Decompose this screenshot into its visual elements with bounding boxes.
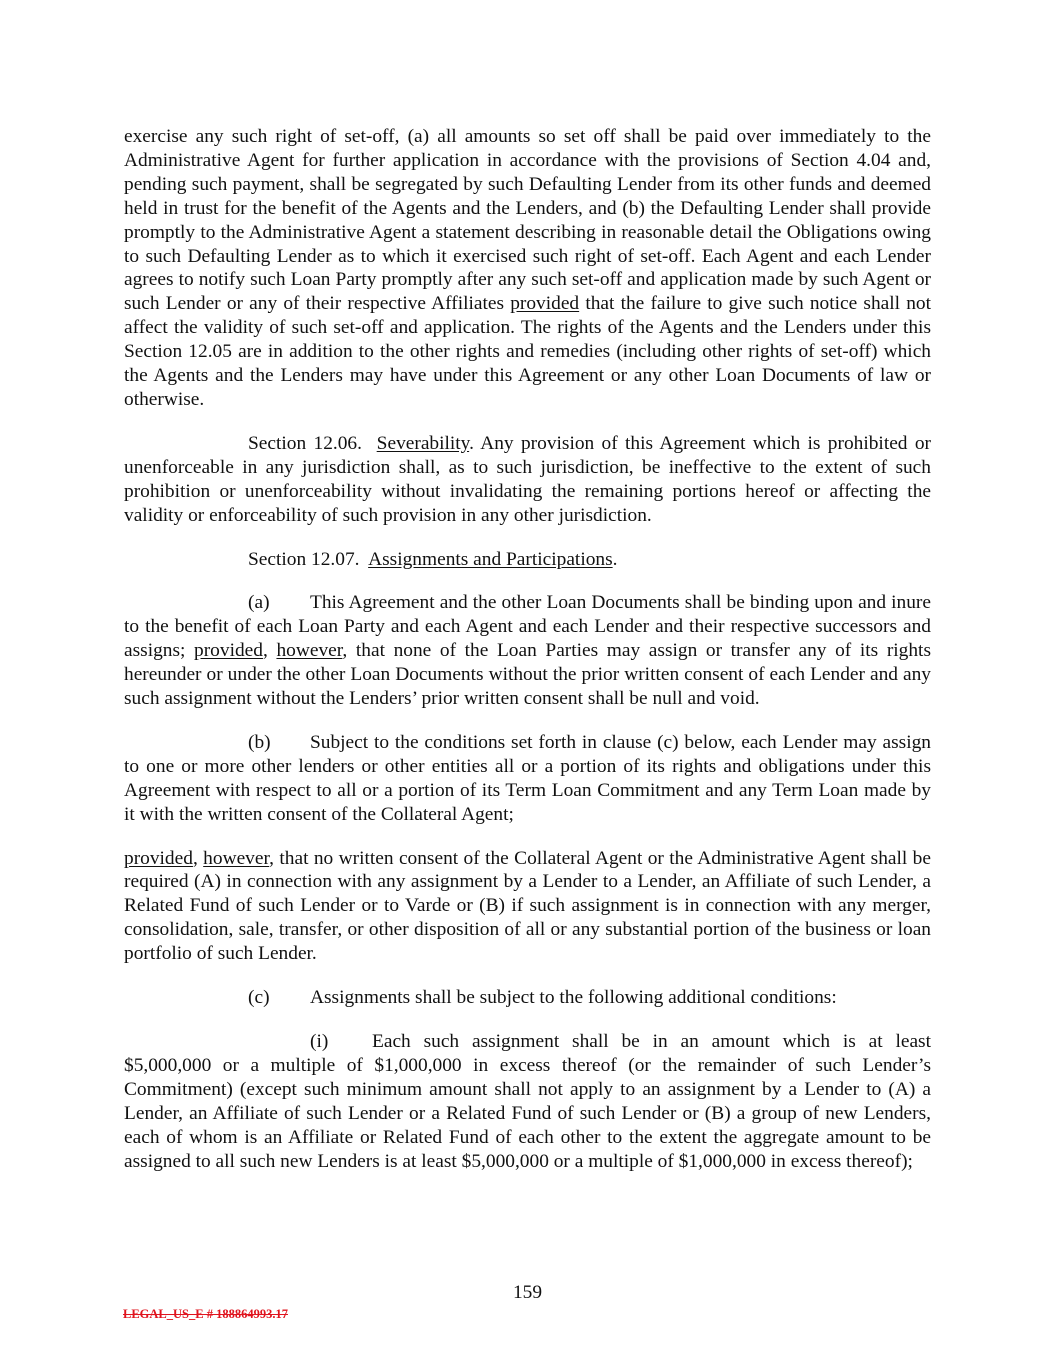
punct: , xyxy=(262,640,277,662)
section-title: Severability xyxy=(376,432,470,454)
section-12-07-heading xyxy=(124,548,931,572)
text: This Agreement and the other Loan Documents shall be binding upon and inure to the benefit of each Loan Party and each Agent and each Lender and their respective successors and assigns; xyxy=(124,592,931,662)
document-id: LEGAL_US_E # 188864993.17 xyxy=(123,1307,288,1321)
text: Assignments shall be subject to the following additional conditions: xyxy=(310,987,837,1009)
clause-c xyxy=(124,986,931,1010)
section-number: Section 12.06. xyxy=(248,432,362,454)
punct: . xyxy=(612,548,618,570)
clause-label: (i) xyxy=(310,1031,329,1052)
proviso-paragraph xyxy=(124,847,931,967)
clause-label: (c) xyxy=(248,987,270,1009)
provided-term: provided xyxy=(124,847,193,869)
page-number: 159 xyxy=(512,1282,543,1303)
clause-b xyxy=(124,731,931,827)
clause-label: (a) xyxy=(248,592,270,614)
section-body: Any provision of this Agreement which is prohibited or unenforceable in any jurisdiction shall, as to such jurisdiction, be ineffective to the extent of such prohibition or unenforceability without invalidating the remaining portions hereof or affecting the validity or enforceability of such provision in any other jurisdiction. xyxy=(124,432,931,526)
text: , that none of the Loan Parties may assign or transfer any of its rights hereunder or under the other Loan Documents without the prior written consent of each Lender and any such assignment without the Lenders’ prior written consent shall be null and void. xyxy=(124,640,931,710)
text: , that no written consent of the Collateral Agent or the Administrative Agent shall be required (A) in connection with any assignment by a Lender to a Lender, an Affiliate of such Lender, a Related Fund of such Lender or to Varde or (B) if such assignment is in connection with any merger, consolidation, sale, transfer, or other disposition of all or any substantial portion of the business or loan portfolio of such Lender. xyxy=(124,847,931,965)
punct: , xyxy=(192,847,204,869)
text: exercise any such right of set-off, (a) all amounts so set off shall be paid over immediately to the Administrative Agent for further application in accordance with the provisions of Section 4.04 and, pending such payment, shall be segregated by such Defaulting Lender from its other funds and deemed held in trust for the benefit of the Agents and the Lenders, and (b) the Defaulting Lender shall provide promptly to the Administrative Agent a statement describing in reasonable detail the Obligations owing to such Defaulting Lender as to which it exercised such right of set-off. Each Agent and each Lender agrees to notify such Loan Party promptly after any such set-off and application made by such Agent or such Lender or any of their respective Affiliates xyxy=(124,126,931,315)
however-term: however xyxy=(276,640,343,662)
paragraph-setoff-continued xyxy=(124,125,931,412)
text: Subject to the conditions set forth in clause (c) below, each Lender may assign to one or more other lenders or other entities all or a portion of its rights and obligations under this Agreement with respect to all or a portion of its Term Loan Commitment and any Term Loan made by it with the written consent of the Collateral Agent; xyxy=(124,731,931,825)
clause-label: (b) xyxy=(248,731,271,753)
section-12-06 xyxy=(124,432,931,528)
punct: . xyxy=(469,432,474,454)
text: Each such assignment shall be in an amount which is at least $5,000,000 or a multiple of $1,000,000 in excess thereof (or the remainder of such Lender’s Commitment) (except such minimum amount shall not apply to an assignment by a Lender to (A) a Lender, an Affiliate of such Lender or a Related Fund of such Lender or (B) a group of new Lenders, each of whom is an Affiliate or Related Fund of each other to the extent the aggregate amount to be assigned to all such new Lenders is at least $5,000,000 or a multiple of $1,000,000 in excess thereof); xyxy=(124,1031,931,1172)
clause-a xyxy=(124,591,931,711)
however-term: however xyxy=(203,847,270,869)
text: that the failure to give such notice shall not affect the validity of such set-off and application. The rights of the Agents and the Lenders under this Section 12.05 are in addition to the other rights and remedies (including other rights of set-off) which the Agents and the Lenders may have under this Agreement or any other Loan Documents of law or otherwise. xyxy=(124,293,931,410)
clause-c-i xyxy=(124,1030,931,1173)
document-page xyxy=(124,125,931,1173)
section-number: Section 12.07. xyxy=(248,548,360,570)
provided-term: provided xyxy=(510,293,580,315)
provided-term: provided xyxy=(194,640,263,662)
section-title: Assignments and Participations xyxy=(368,548,613,570)
